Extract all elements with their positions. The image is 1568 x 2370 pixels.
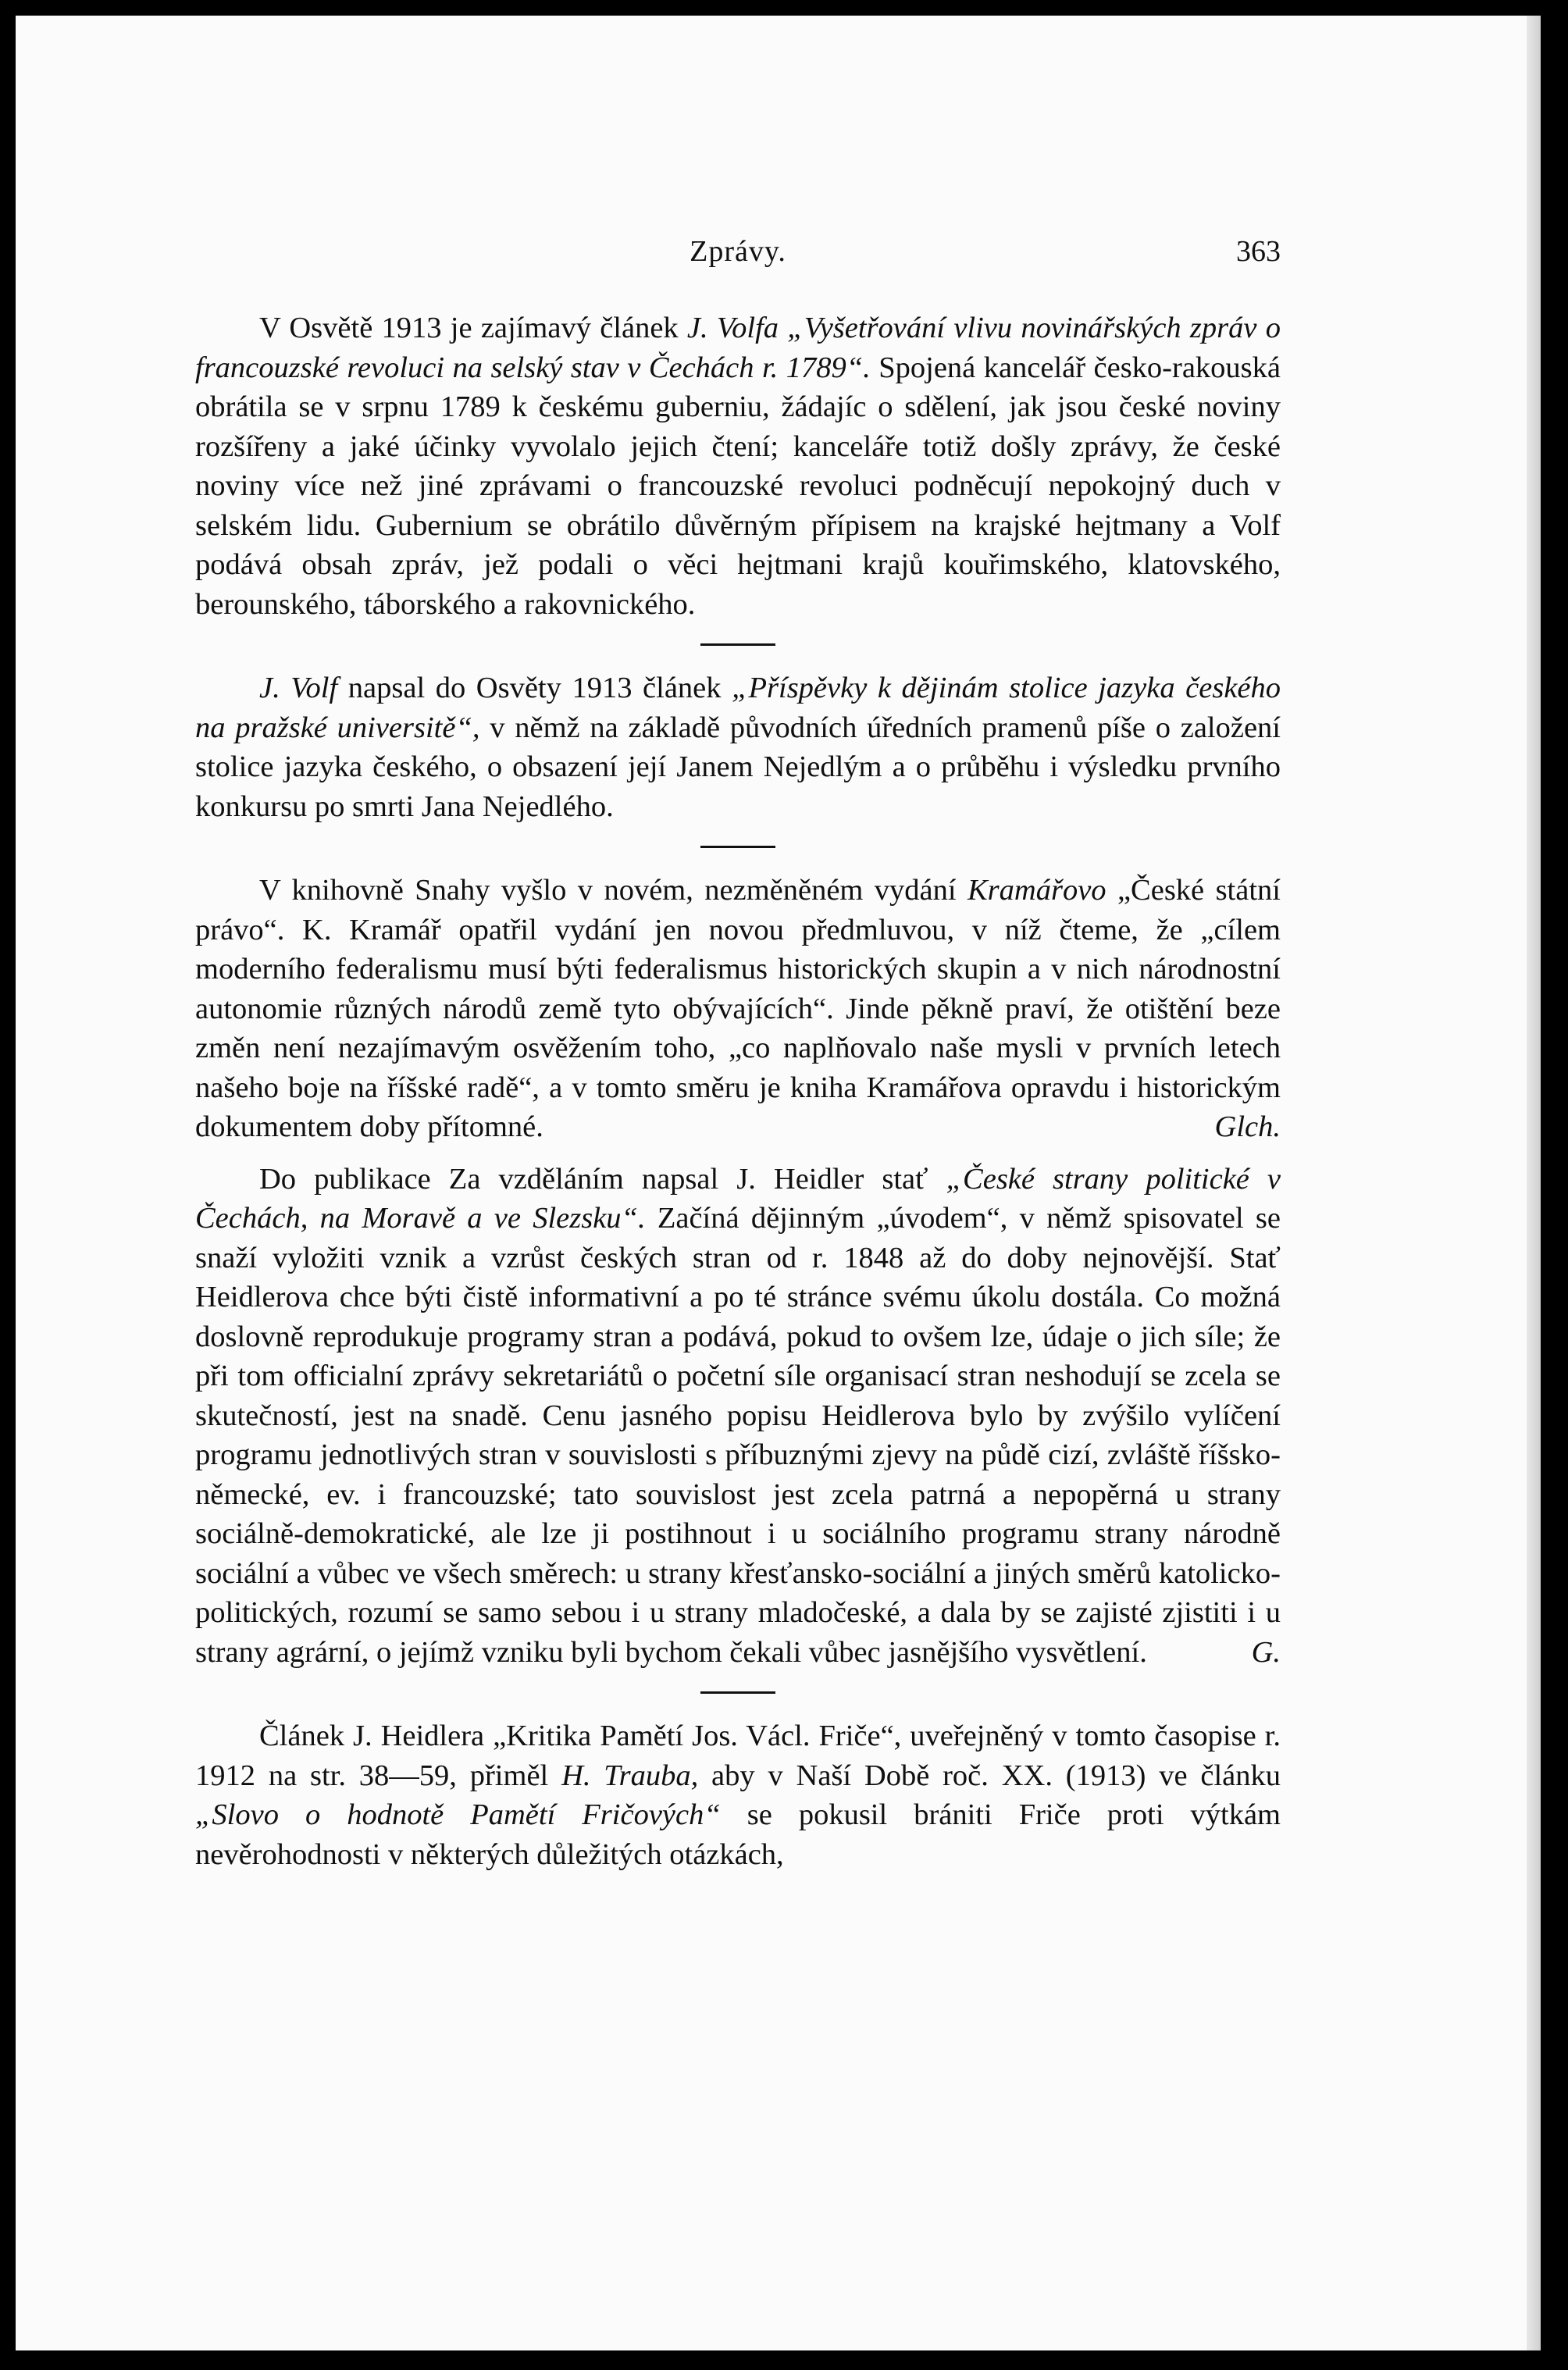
running-title: Zprávy.: [690, 235, 786, 268]
paragraph-osveta-volfa: V Osvětě 1913 je zajímavý článek J. Volfa „Vyšetřování vlivu novinářských zpráv o francouzské revoluci na selský stav v Čechách r. 1789“. Spojená kancelář česko-rakouská obrátila se v srpnu 1789 k českému guberniu, žádajíc o sdělení, jak jsou české noviny rozšířeny a jaké účinky vyvolalo jejich čtení; kanceláře totiž došly zprávy, že české noviny více než jiné zprávami o francouzské revoluci podněcují nepokojný duch v selském lidu. Gubernium se obrátilo důvěrným přípisem na krajské hejtmany a Volf podává obsah zpráv, jež podali o věci hejtmani krajů kouřimského, klatovského, berounského, táborského a rakovnického.: [195, 312, 1281, 621]
page-number: 363: [1236, 235, 1281, 268]
page-edge: [1527, 16, 1541, 2350]
signature: Glch.: [1214, 1110, 1281, 1143]
section-divider: [700, 846, 775, 848]
signature: G.: [1251, 1635, 1281, 1669]
paragraph-volf-stolice: J. Volf napsal do Osvěty 1913 článek „Příspěvky k dějinám stolice jazyka českého na pražské universitě“, v němž na základě původních úředních pramenů píše o založení stolice jazyka českého, o obsazení její Janem Nejedlým a o průběhu i výsledku prvního konkursu po smrti Jana Nejedlého.: [195, 672, 1281, 823]
body-text: [195, 308, 1281, 1874]
page-header: [195, 234, 1281, 281]
paragraph-heidler-strany: Do publikace Za vzděláním napsal J. Heidler stať „České strany politické v Čechách, na Moravě a ve Slezsku“. Začíná dějinným „úvodem“, v němž spisovatel se snaží vyložiti vznik a vzrůst českých stran od r. 1848 až do doby nejnovější. Stať Heidlerova chce býti čistě informativní a po té stránce svému úkolu dostála. Co možná doslovně reprodukuje programy stran a podává, pokud to ovšem lze, údaje o jich síle; že při tom officialní zprávy sekretariátů o početní síle organisací stran neshodují se zcela se skutečností, jest na snadě. Cenu jasného popisu Heidlerova bylo by zvýšilo vylíčení programu jednotlivých stran v souvislosti s příbuznými zjevy na půdě cizí, zvláště říšsko-německé, ev. i francouzské; tato souvislost jest zcela patrná a nepopěrná u strany sociálně-demokratické, ale lze ji postihnout i u sociálního programu strany národně sociální a vůbec ve všech směrech: u strany křesťansko-sociální a jiných směrů katolicko-politických, rozumí se samo sebou i u strany mladočeské, a dala by se zajisté zjistiti i u strany agrární, o jejímž vzniku byli bychom čekali vůbec jasnějšího vysvětlení. G.: [195, 1160, 1281, 1673]
paragraph-kramar: V knihovně Snahy vyšlo v novém, nezměněném vydání Kramářovo „České státní právo“. K. Kramář opatřil vydání jen novou předmluvou, v níž čteme, že „cílem moderního federalismu musí býti federalismus historických skupin a v nich národnostní autonomie různých národů země tyto obývajících“. Jinde pěkně praví, že otištění beze změn není nezajímavým osvěžením toho, „co naplňovalo naše mysli v prvních letech našeho boje na říšské radě“, a v tomto směru je kniha Kramářova opravdu i historickým dokumentem doby přítomné. Glch.: [195, 871, 1281, 1147]
section-divider: [700, 643, 775, 646]
section-divider: [700, 1691, 775, 1694]
paragraph-heidler-fric: Článek J. Heidlera „Kritika Pamětí Jos. Václ. Friče“, uveřejněný v tomto časopise r. 1912 na str. 38—59, přiměl H. Trauba, aby v Naší Době roč. XX. (1913) ve článku „Slovo o hodnotě Pamětí Fričových“ se pokusil brániti Friče proti výtkám nevěrohodnosti v některých důležitých otázkách,: [195, 1720, 1281, 1871]
